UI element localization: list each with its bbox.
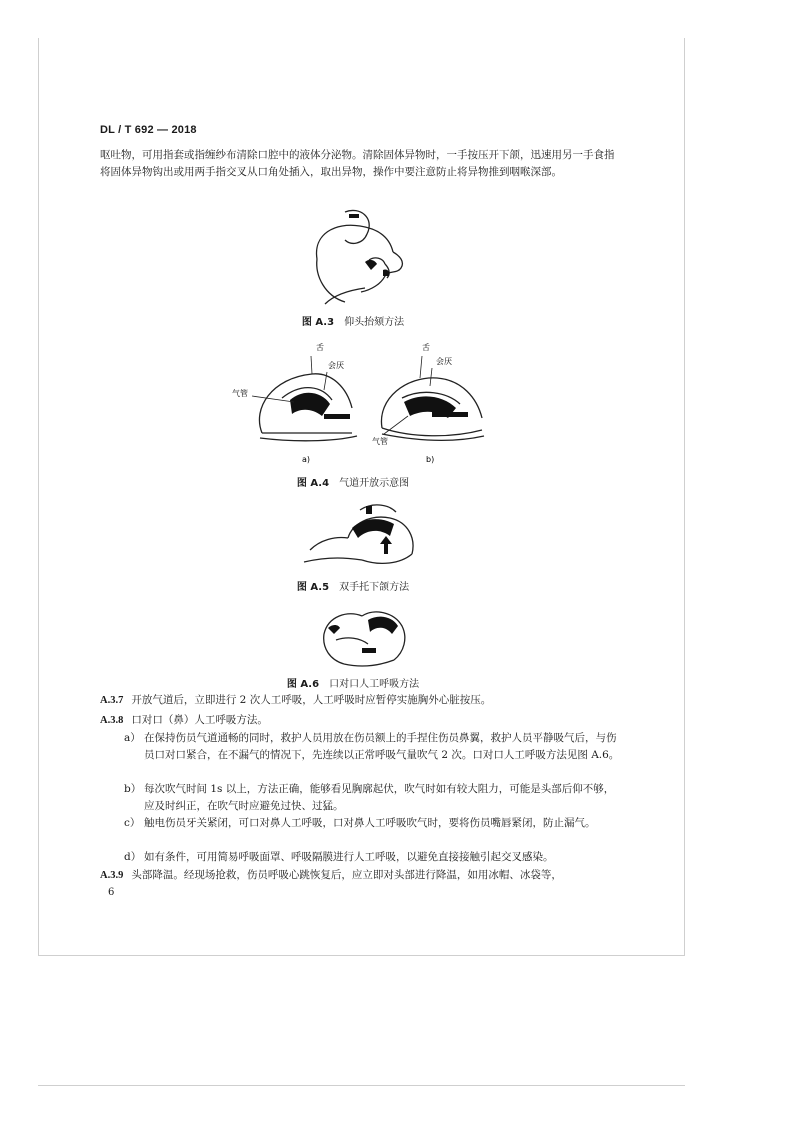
figure-a6-illustration <box>318 604 410 670</box>
page-number: 6 <box>108 887 115 898</box>
section-a39-text: 头部降温。经现场抢救，伤员呼吸心跳恢复后，应立即对头部进行降温，如用冰帽、冰袋等， <box>131 869 562 881</box>
list-item-b-mark: b） <box>124 783 142 795</box>
section-a38-text: 口对口（鼻）人工呼吸方法。 <box>131 714 268 726</box>
section-a37-text: 开放气道后，立即进行 2 次人工呼吸，人工呼吸时应暂停实施胸外心脏按压。 <box>131 694 492 706</box>
list-item-c-text: 触电伤员牙关紧闭，可口对鼻人工呼吸，口对鼻人工呼吸吹气时，要将伤员嘴唇紧闭，防止漏气。 <box>144 817 596 829</box>
section-a37-number: A.3.7 <box>100 695 124 706</box>
figure-a5-number: 图 A.5 <box>296 582 330 593</box>
section-a37 <box>100 692 620 709</box>
figure-a4-caption <box>60 474 646 489</box>
section-a38-number: A.3.8 <box>100 715 124 726</box>
figure-a3-illustration <box>305 204 415 308</box>
page-frame-bottom <box>38 955 685 956</box>
list-item-a-mark: a） <box>124 732 141 744</box>
list-item-c-mark: c） <box>124 817 141 829</box>
list-item-c <box>124 815 624 832</box>
figure-a4-right-tongue: 舌 <box>422 343 430 352</box>
intro-paragraph: 呕吐物，可用指套或指缠纱布清除口腔中的液体分泌物。清除固体异物时，一手按压开下颌，迅速用另一手食指将固体异物钩出或用两手指交叉从口角处插入，取出异物，操作中要注意防止将异物推到咽喉深部。 <box>100 149 615 178</box>
list-item-a <box>124 730 624 764</box>
list-item-d-mark: d） <box>124 851 142 863</box>
figure-a4-left-tongue: 舌 <box>316 343 324 352</box>
figure-a5-title: 双手托下颌方法 <box>339 582 410 593</box>
figure-a4-illustration <box>232 338 494 468</box>
section-a38 <box>100 712 620 729</box>
figure-a3-number: 图 A.3 <box>301 317 335 328</box>
figure-a4-title: 气道开放示意图 <box>339 478 410 489</box>
list-item-b-text: 每次吹气时间 1s 以上，方法正确，能够看见胸廓起伏，吹气时如有较大阻力，可能是头部后仰不够，应及时纠正，在吹气时应避免过快、过猛。 <box>144 783 615 812</box>
section-a39 <box>100 867 620 884</box>
standard-code: DL / T 692 — 2018 <box>100 124 197 136</box>
figure-a5-caption <box>60 578 646 593</box>
list-item-a-text: 在保持伤员气道通畅的同时，救护人员用放在伤员额上的手捏住伤员鼻翼，救护人员平静吸气后，与伤员口对口紧合，在不漏气的情况下，先连续以正常呼吸气量吹气 2 次。口对口人工呼吸方法见图 A.6。 <box>144 732 620 761</box>
list-item-b <box>124 781 624 815</box>
figure-a4-left-trachea: 气管 <box>232 389 248 398</box>
figure-a5-illustration <box>300 500 422 570</box>
figure-a4-left-epiglottis: 会厌 <box>328 361 344 370</box>
page-frame-left <box>38 38 39 956</box>
figure-a4-right-epiglottis: 会厌 <box>436 357 452 366</box>
figure-a6-number: 图 A.6 <box>286 679 320 690</box>
next-page-rule <box>38 1085 685 1086</box>
figure-a6-title: 口对口人工呼吸方法 <box>329 679 420 690</box>
figure-a6-caption <box>60 675 646 690</box>
figure-a4-left-sublabel: a) <box>302 455 311 464</box>
list-item-d <box>124 849 624 866</box>
figure-a4-right-sublabel: b) <box>426 455 435 464</box>
figure-a4-number: 图 A.4 <box>296 478 330 489</box>
figure-a3-caption <box>60 313 646 328</box>
figure-a3-title: 仰头抬颏方法 <box>344 317 405 328</box>
figure-a4-right-trachea: 气管 <box>372 437 388 446</box>
list-item-d-text: 如有条件，可用简易呼吸面罩、呼吸隔膜进行人工呼吸，以避免直接接触引起交叉感染。 <box>144 851 554 863</box>
page-frame-right <box>684 38 685 956</box>
section-a39-number: A.3.9 <box>100 870 124 881</box>
